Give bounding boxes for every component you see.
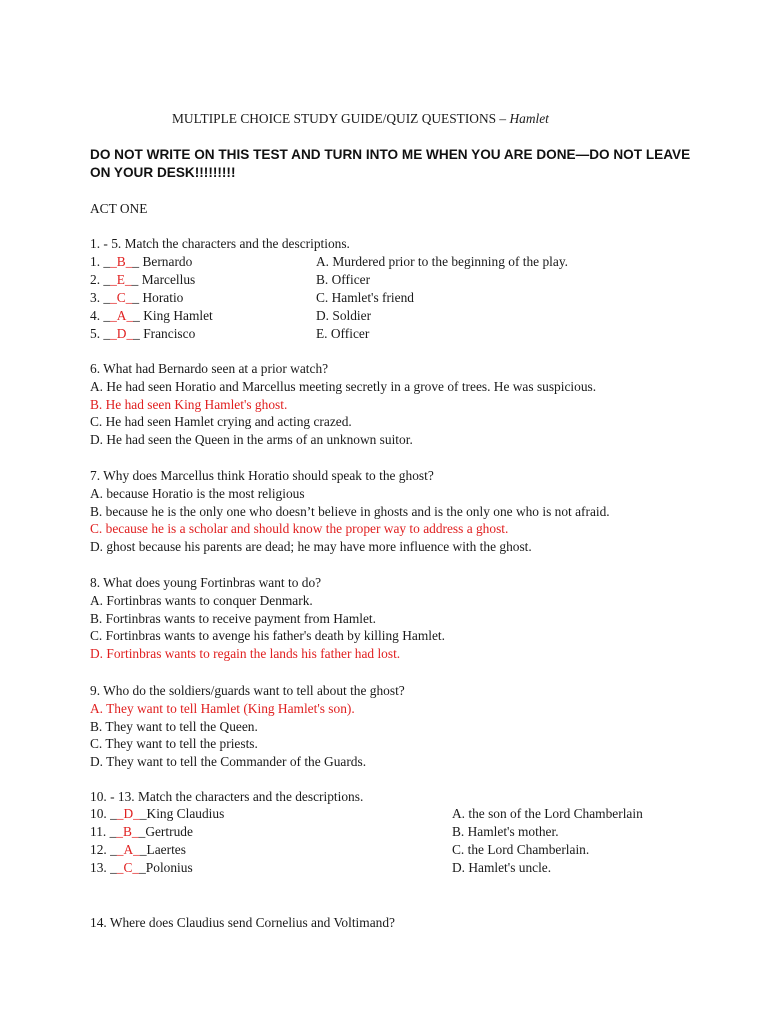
match-row xyxy=(90,307,372,324)
match-character: _King Claudius xyxy=(139,806,225,821)
match-description: A. Murdered prior to the beginning of the play. xyxy=(316,254,569,269)
match-description: E. Officer xyxy=(316,326,370,341)
match1-prompt: 1. - 5. Match the characters and the descriptions. xyxy=(90,236,350,251)
match-answer: _C_ xyxy=(110,290,133,305)
match-number: 12. _ xyxy=(90,842,117,857)
match-description: C. Hamlet's friend xyxy=(316,290,414,305)
match-row xyxy=(90,841,590,858)
answer-option: D. He had seen the Queen in the arms of an unknown suitor. xyxy=(90,432,413,448)
match-character: _ Francisco xyxy=(133,326,196,341)
match-row xyxy=(90,253,569,270)
match-character: _ King Hamlet xyxy=(133,308,213,323)
answer-option: D. They want to tell the Commander of the Guards. xyxy=(90,754,367,770)
match-character: _Gertrude xyxy=(138,824,193,839)
question-14: 14. Where does Claudius send Cornelius and Voltimand? xyxy=(90,915,395,930)
match-row xyxy=(90,859,552,876)
match-row xyxy=(90,271,371,288)
answer-option: B. Fortinbras wants to receive payment from Hamlet. xyxy=(90,610,376,626)
answer-option: A. because Horatio is the most religious xyxy=(90,486,305,501)
match-description: B. Officer xyxy=(316,272,371,287)
match-character: _Laertes xyxy=(139,842,186,857)
correct-answer-option: B. He had seen King Hamlet's ghost. xyxy=(90,396,288,412)
match-character: _ Bernardo xyxy=(132,254,193,269)
match2-prompt: 10. - 13. Match the characters and the descriptions. xyxy=(90,789,364,804)
match-row xyxy=(90,805,643,822)
match-answer: _B_ xyxy=(116,824,139,839)
match-answer: _D_ xyxy=(116,806,140,821)
answer-option: D. ghost because his parents are dead; he may have more influence with the ghost. xyxy=(90,539,532,555)
match-number: 4. _ xyxy=(90,308,111,323)
warning-notice: DO NOT WRITE ON THIS TEST AND TURN INTO ME WHEN YOU ARE DONE—DO NOT LEAVE ON YOUR DESK!!!!!!!!! xyxy=(90,147,691,180)
answer-option: A. He had seen Horatio and Marcellus meeting secretly in a grove of trees. He was suspicious. xyxy=(90,379,597,394)
match-row xyxy=(90,325,370,342)
match-number: 1. _ xyxy=(90,254,111,269)
question-text: 9. Who do the soldiers/guards want to tell about the ghost? xyxy=(90,683,405,698)
title-italic: Hamlet xyxy=(509,111,549,126)
answer-option: C. He had seen Hamlet crying and acting crazed. xyxy=(90,414,352,430)
act-heading: ACT ONE xyxy=(90,201,148,216)
correct-answer-option: D. Fortinbras wants to regain the lands his father had lost. xyxy=(90,646,401,662)
match-answer: _A_ xyxy=(110,308,134,323)
match-description: B. Hamlet's mother. xyxy=(452,824,559,839)
question-text: 6. What had Bernardo seen at a prior watch? xyxy=(90,361,329,376)
answer-option: C. They want to tell the priests. xyxy=(90,736,258,752)
match-description: A. the son of the Lord Chamberlain xyxy=(452,806,643,821)
question-text: 8. What does young Fortinbras want to do? xyxy=(90,575,322,590)
match-character: _Polonius xyxy=(139,860,193,875)
match-description: C. the Lord Chamberlain. xyxy=(452,842,590,857)
match-answer: _A_ xyxy=(116,842,140,857)
answer-option: A. Fortinbras wants to conquer Denmark. xyxy=(90,593,313,608)
answer-option: B. They want to tell the Queen. xyxy=(90,718,258,734)
match-number: 5. _ xyxy=(90,326,111,341)
answer-option: B. because he is the only one who doesn’t believe in ghosts and is the only one who is not afraid. xyxy=(90,503,610,519)
match-character: _ Horatio xyxy=(132,290,184,305)
match-answer: _D_ xyxy=(110,326,134,341)
match-description: D. Hamlet's uncle. xyxy=(452,860,552,875)
match-character: _ Marcellus xyxy=(131,272,196,287)
match-number: 11. _ xyxy=(90,824,117,839)
match-number: 3. _ xyxy=(90,290,111,305)
match-row xyxy=(90,289,414,306)
correct-answer-option: A. They want to tell Hamlet (King Hamlet's son). xyxy=(90,701,355,716)
match-row xyxy=(90,823,559,840)
answer-option: C. Fortinbras wants to avenge his father's death by killing Hamlet. xyxy=(90,628,445,644)
match-number: 13. _ xyxy=(90,860,117,875)
match-answer: _B_ xyxy=(110,254,133,269)
match-answer: _C_ xyxy=(116,860,140,875)
correct-answer-option: C. because he is a scholar and should know the proper way to address a ghost. xyxy=(90,521,509,537)
match-description: D. Soldier xyxy=(316,308,372,323)
match-number: 2. _ xyxy=(90,272,111,287)
question-text: 7. Why does Marcellus think Horatio should speak to the ghost? xyxy=(90,468,434,483)
match-number: 10. _ xyxy=(90,806,117,821)
page-title xyxy=(172,111,549,127)
title-main: MULTIPLE CHOICE STUDY GUIDE/QUIZ QUESTIONS – xyxy=(172,111,510,126)
match-answer: _E_ xyxy=(110,272,132,287)
